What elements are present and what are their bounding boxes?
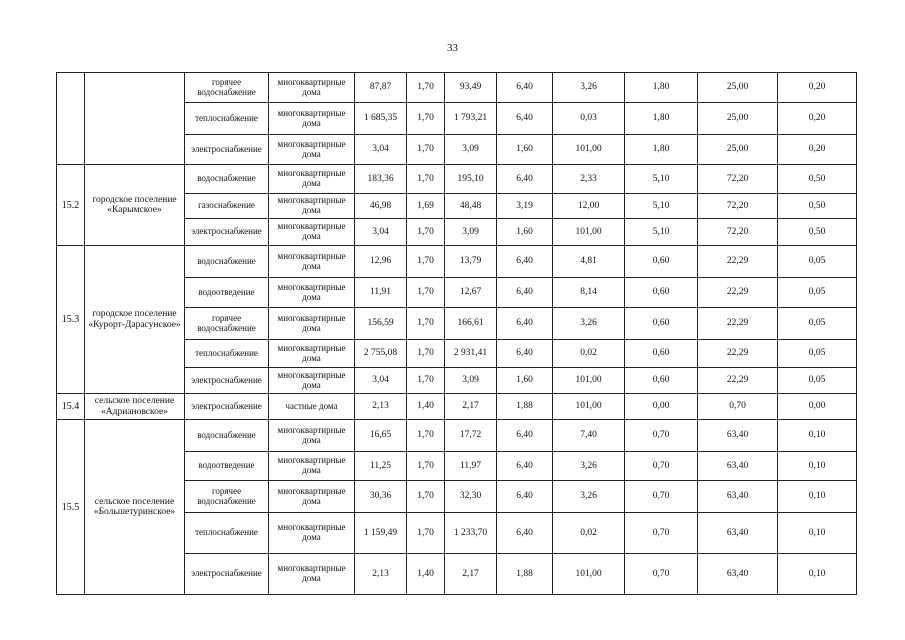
service-cell: электроснабжение — [185, 219, 269, 246]
value-cell-3: 12,67 — [445, 278, 497, 308]
value-cell-7: 72,20 — [698, 219, 778, 246]
value-cell-1: 3,04 — [355, 135, 407, 165]
value-cell-7: 22,29 — [698, 368, 778, 394]
value-cell-1: 87,87 — [355, 73, 407, 103]
value-cell-5: 12,00 — [553, 194, 625, 219]
service-cell: теплоснабжение — [185, 103, 269, 135]
value-cell-1: 2 755,08 — [355, 340, 407, 368]
value-cell-8: 0,10 — [778, 452, 857, 481]
settlement-cell: сельское поселение «Адриановское» — [85, 394, 185, 420]
page-number: 33 — [447, 42, 458, 54]
value-cell-8: 0,05 — [778, 340, 857, 368]
value-cell-3: 3,09 — [445, 368, 497, 394]
service-cell: газоснабжение — [185, 194, 269, 219]
value-cell-6: 0,60 — [625, 368, 698, 394]
service-cell: горячее водоснабжение — [185, 73, 269, 103]
value-cell-2: 1,70 — [407, 340, 445, 368]
housing-type-cell: многоквартирные дома — [269, 452, 355, 481]
value-cell-3: 1 793,21 — [445, 103, 497, 135]
housing-type-cell: многоквартирные дома — [269, 420, 355, 452]
value-cell-8: 0,20 — [778, 103, 857, 135]
value-cell-6: 0,70 — [625, 554, 698, 595]
value-cell-8: 0,05 — [778, 246, 857, 278]
value-cell-1: 1 159,49 — [355, 513, 407, 554]
value-cell-7: 22,29 — [698, 246, 778, 278]
value-cell-3: 166,61 — [445, 308, 497, 340]
housing-type-cell: многоквартирные дома — [269, 513, 355, 554]
value-cell-6: 0,70 — [625, 513, 698, 554]
value-cell-5: 101,00 — [553, 554, 625, 595]
value-cell-6: 0,70 — [625, 481, 698, 513]
value-cell-6: 0,70 — [625, 452, 698, 481]
value-cell-7: 72,20 — [698, 165, 778, 194]
service-cell: электроснабжение — [185, 368, 269, 394]
value-cell-4: 1,60 — [497, 368, 553, 394]
value-cell-4: 6,40 — [497, 246, 553, 278]
value-cell-1: 11,25 — [355, 452, 407, 481]
value-cell-6: 0,60 — [625, 340, 698, 368]
service-cell: электроснабжение — [185, 135, 269, 165]
service-cell: водоотведение — [185, 278, 269, 308]
value-cell-6: 0,60 — [625, 308, 698, 340]
value-cell-5: 0,02 — [553, 513, 625, 554]
value-cell-4: 6,40 — [497, 103, 553, 135]
value-cell-4: 1,60 — [497, 219, 553, 246]
value-cell-6: 0,70 — [625, 420, 698, 452]
value-cell-8: 0,05 — [778, 278, 857, 308]
housing-type-cell: многоквартирные дома — [269, 219, 355, 246]
value-cell-5: 3,26 — [553, 481, 625, 513]
value-cell-5: 3,26 — [553, 73, 625, 103]
value-cell-4: 6,40 — [497, 340, 553, 368]
value-cell-8: 0,05 — [778, 308, 857, 340]
value-cell-1: 156,59 — [355, 308, 407, 340]
value-cell-3: 2,17 — [445, 394, 497, 420]
value-cell-7: 22,29 — [698, 278, 778, 308]
tariff-table — [56, 72, 857, 595]
value-cell-1: 3,04 — [355, 219, 407, 246]
service-cell: теплоснабжение — [185, 340, 269, 368]
value-cell-2: 1,70 — [407, 513, 445, 554]
value-cell-7: 63,40 — [698, 554, 778, 595]
value-cell-3: 17,72 — [445, 420, 497, 452]
housing-type-cell: многоквартирные дома — [269, 165, 355, 194]
value-cell-2: 1,69 — [407, 194, 445, 219]
value-cell-4: 1,60 — [497, 135, 553, 165]
table-body — [57, 73, 857, 595]
value-cell-8: 0,10 — [778, 481, 857, 513]
value-cell-3: 195,10 — [445, 165, 497, 194]
service-cell: водоснабжение — [185, 420, 269, 452]
value-cell-7: 25,00 — [698, 103, 778, 135]
value-cell-4: 6,40 — [497, 481, 553, 513]
value-cell-5: 3,26 — [553, 452, 625, 481]
service-cell: теплоснабжение — [185, 513, 269, 554]
value-cell-1: 1 685,35 — [355, 103, 407, 135]
value-cell-5: 101,00 — [553, 135, 625, 165]
table-row — [57, 246, 857, 278]
group-number-cell: 15.2 — [57, 165, 85, 246]
value-cell-8: 0,50 — [778, 194, 857, 219]
value-cell-7: 25,00 — [698, 135, 778, 165]
housing-type-cell: частные дома — [269, 394, 355, 420]
value-cell-7: 22,29 — [698, 308, 778, 340]
value-cell-2: 1,70 — [407, 452, 445, 481]
value-cell-4: 1,88 — [497, 554, 553, 595]
value-cell-6: 5,10 — [625, 194, 698, 219]
value-cell-5: 0,02 — [553, 340, 625, 368]
value-cell-5: 101,00 — [553, 394, 625, 420]
housing-type-cell: многоквартирные дома — [269, 135, 355, 165]
value-cell-8: 0,05 — [778, 368, 857, 394]
value-cell-5: 8,14 — [553, 278, 625, 308]
value-cell-7: 25,00 — [698, 73, 778, 103]
housing-type-cell: многоквартирные дома — [269, 340, 355, 368]
housing-type-cell: многоквартирные дома — [269, 246, 355, 278]
value-cell-2: 1,70 — [407, 481, 445, 513]
group-number-cell: 15.3 — [57, 246, 85, 394]
housing-type-cell: многоквартирные дома — [269, 554, 355, 595]
housing-type-cell: многоквартирные дома — [269, 73, 355, 103]
group-number-cell: 15.4 — [57, 394, 85, 420]
value-cell-4: 6,40 — [497, 513, 553, 554]
settlement-cell: городское поселение «Карымское» — [85, 165, 185, 246]
value-cell-8: 0,20 — [778, 73, 857, 103]
value-cell-5: 101,00 — [553, 368, 625, 394]
value-cell-6: 1,80 — [625, 73, 698, 103]
group-number-cell: 15.5 — [57, 420, 85, 595]
value-cell-1: 16,65 — [355, 420, 407, 452]
value-cell-2: 1,70 — [407, 368, 445, 394]
value-cell-2: 1,40 — [407, 554, 445, 595]
value-cell-5: 0,03 — [553, 103, 625, 135]
value-cell-1: 30,36 — [355, 481, 407, 513]
value-cell-1: 2,13 — [355, 394, 407, 420]
value-cell-1: 46,98 — [355, 194, 407, 219]
value-cell-7: 63,40 — [698, 513, 778, 554]
value-cell-8: 0,20 — [778, 135, 857, 165]
value-cell-5: 3,26 — [553, 308, 625, 340]
value-cell-2: 1,70 — [407, 246, 445, 278]
service-cell: водоснабжение — [185, 246, 269, 278]
value-cell-5: 4,81 — [553, 246, 625, 278]
housing-type-cell: многоквартирные дома — [269, 481, 355, 513]
value-cell-8: 0,10 — [778, 513, 857, 554]
settlement-cell: городское поселение «Курорт-Дарасунское» — [85, 246, 185, 394]
value-cell-6: 1,80 — [625, 103, 698, 135]
value-cell-4: 6,40 — [497, 73, 553, 103]
housing-type-cell: многоквартирные дома — [269, 194, 355, 219]
value-cell-1: 12,96 — [355, 246, 407, 278]
value-cell-3: 2,17 — [445, 554, 497, 595]
value-cell-4: 6,40 — [497, 452, 553, 481]
value-cell-2: 1,70 — [407, 420, 445, 452]
table-row — [57, 165, 857, 194]
housing-type-cell: многоквартирные дома — [269, 103, 355, 135]
value-cell-3: 48,48 — [445, 194, 497, 219]
housing-type-cell: многоквартирные дома — [269, 308, 355, 340]
value-cell-3: 3,09 — [445, 219, 497, 246]
value-cell-6: 1,80 — [625, 135, 698, 165]
value-cell-1: 11,91 — [355, 278, 407, 308]
value-cell-7: 72,20 — [698, 194, 778, 219]
value-cell-1: 183,36 — [355, 165, 407, 194]
value-cell-2: 1,70 — [407, 278, 445, 308]
value-cell-8: 0,50 — [778, 219, 857, 246]
value-cell-8: 0,00 — [778, 394, 857, 420]
housing-type-cell: многоквартирные дома — [269, 368, 355, 394]
value-cell-3: 13,79 — [445, 246, 497, 278]
value-cell-6: 0,60 — [625, 278, 698, 308]
value-cell-2: 1,70 — [407, 103, 445, 135]
value-cell-5: 7,40 — [553, 420, 625, 452]
value-cell-4: 6,40 — [497, 165, 553, 194]
value-cell-4: 6,40 — [497, 308, 553, 340]
service-cell: водоотведение — [185, 452, 269, 481]
value-cell-3: 11,97 — [445, 452, 497, 481]
value-cell-7: 0,70 — [698, 394, 778, 420]
value-cell-2: 1,70 — [407, 73, 445, 103]
value-cell-3: 93,49 — [445, 73, 497, 103]
value-cell-5: 2,33 — [553, 165, 625, 194]
value-cell-2: 1,70 — [407, 219, 445, 246]
value-cell-3: 2 931,41 — [445, 340, 497, 368]
settlement-cell: сельское поселение «Большетуринское» — [85, 420, 185, 595]
table-row — [57, 73, 857, 103]
table-row — [57, 394, 857, 420]
value-cell-8: 0,50 — [778, 165, 857, 194]
value-cell-1: 3,04 — [355, 368, 407, 394]
value-cell-4: 3,19 — [497, 194, 553, 219]
value-cell-7: 63,40 — [698, 420, 778, 452]
value-cell-6: 5,10 — [625, 165, 698, 194]
value-cell-4: 6,40 — [497, 420, 553, 452]
value-cell-8: 0,10 — [778, 554, 857, 595]
service-cell: электроснабжение — [185, 554, 269, 595]
value-cell-4: 6,40 — [497, 278, 553, 308]
value-cell-3: 3,09 — [445, 135, 497, 165]
value-cell-6: 0,00 — [625, 394, 698, 420]
value-cell-3: 1 233,70 — [445, 513, 497, 554]
value-cell-5: 101,00 — [553, 219, 625, 246]
value-cell-2: 1,40 — [407, 394, 445, 420]
value-cell-6: 5,10 — [625, 219, 698, 246]
housing-type-cell: многоквартирные дома — [269, 278, 355, 308]
service-cell: электроснабжение — [185, 394, 269, 420]
value-cell-7: 63,40 — [698, 452, 778, 481]
value-cell-7: 22,29 — [698, 340, 778, 368]
value-cell-3: 32,30 — [445, 481, 497, 513]
value-cell-2: 1,70 — [407, 135, 445, 165]
value-cell-7: 63,40 — [698, 481, 778, 513]
value-cell-6: 0,60 — [625, 246, 698, 278]
service-cell: горячее водоснабжение — [185, 308, 269, 340]
service-cell: водоснабжение — [185, 165, 269, 194]
value-cell-1: 2,13 — [355, 554, 407, 595]
service-cell: горячее водоснабжение — [185, 481, 269, 513]
value-cell-2: 1,70 — [407, 165, 445, 194]
value-cell-2: 1,70 — [407, 308, 445, 340]
table-row — [57, 420, 857, 452]
value-cell-8: 0,10 — [778, 420, 857, 452]
value-cell-4: 1,88 — [497, 394, 553, 420]
settlement-cell — [85, 73, 185, 165]
group-number-cell — [57, 73, 85, 165]
